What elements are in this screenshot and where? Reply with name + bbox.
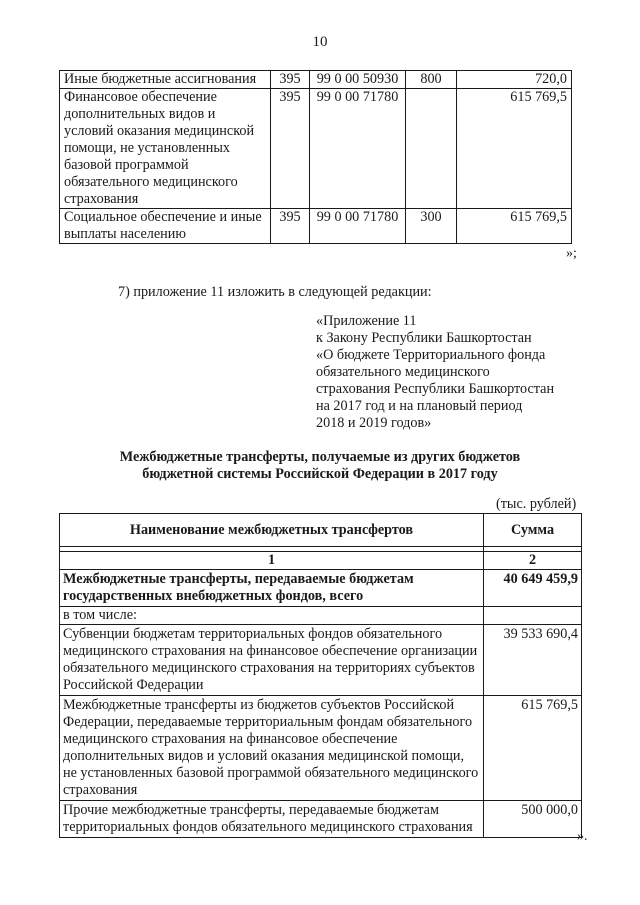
row-name-cell: Финансовое обеспечение дополнительных видов и условий оказания медицинской помощи, не установленных базовой программой обязательного медицинского страхования xyxy=(60,89,271,209)
column-number-cell: 1 xyxy=(60,552,484,570)
header-sum-cell: Сумма xyxy=(484,514,582,547)
row-sum-cell: 615 769,5 xyxy=(457,89,572,209)
column-number-row xyxy=(60,552,582,570)
annex-line: 2018 и 2019 годов» xyxy=(316,415,432,431)
including-row xyxy=(60,607,582,625)
row-sum-cell: 500 000,0 xyxy=(484,801,582,838)
table-row xyxy=(60,625,582,696)
row-sum-cell: 615 769,5 xyxy=(457,209,572,244)
annex-line: на 2017 год и на плановый период xyxy=(316,398,523,414)
row-name-cell: Иные бюджетные ассигнования xyxy=(60,71,271,89)
units-note: (тыс. рублей) xyxy=(496,496,577,512)
row-vr-cell: 300 xyxy=(406,209,457,244)
table-header-row xyxy=(60,514,582,547)
including-label-cell: в том числе: xyxy=(60,607,484,625)
row-sum-cell: 615 769,5 xyxy=(484,696,582,801)
total-row xyxy=(60,570,582,607)
table-row xyxy=(60,89,572,209)
row-csr-cell: 99 0 00 71780 xyxy=(310,209,406,244)
row-csr-cell: 99 0 00 50930 xyxy=(310,71,406,89)
row-ved-cell: 395 xyxy=(271,71,310,89)
heading-line: Межбюджетные трансферты, получаемые из других бюджетов xyxy=(119,449,521,465)
page-number: 10 xyxy=(312,34,328,50)
row-sum-cell: 39 533 690,4 xyxy=(484,625,582,696)
row-csr-cell: 99 0 00 71780 xyxy=(310,89,406,209)
total-name-cell: Межбюджетные трансферты, передаваемые бюджетам государственных внебюджетных фондов, всего xyxy=(60,570,484,607)
table-row xyxy=(60,801,582,838)
row-vr-cell xyxy=(406,89,457,209)
table-row xyxy=(60,71,572,89)
section-heading xyxy=(0,449,640,483)
amendment-instruction: 7) приложение 11 изложить в следующей редакции: xyxy=(118,284,432,300)
table-row xyxy=(60,209,572,244)
annex-line: к Закону Республики Башкортостан xyxy=(316,330,532,346)
row-vr-cell: 800 xyxy=(406,71,457,89)
row-name-cell: Субвенции бюджетам территориальных фондов обязательного медицинского страхования на финансовое обеспечение организации обязательного медицинского страхования на территориях субъектов Российской Федерации xyxy=(60,625,484,696)
annex-line: обязательного медицинского xyxy=(316,364,490,380)
header-name-cell: Наименование межбюджетных трансфертов xyxy=(60,514,484,547)
annex-reference-block xyxy=(316,313,606,432)
table-row xyxy=(60,696,582,801)
row-name-cell: Социальное обеспечение и иные выплаты населению xyxy=(60,209,271,244)
row-ved-cell: 395 xyxy=(271,209,310,244)
row-ved-cell: 395 xyxy=(271,89,310,209)
row-name-cell: Межбюджетные трансферты из бюджетов субъектов Российской Федерации, передаваемые территориальным фондам обязательного медицинского страхования на финансовое обеспечение дополнительных видов и условий оказания медицинской помощи, не установленных базовой программой обязательного медицинского страхования xyxy=(60,696,484,801)
including-sum-cell xyxy=(484,607,582,625)
annex-line: «О бюджете Территориального фонда xyxy=(316,347,546,363)
row-name-cell: Прочие межбюджетные трансферты, передаваемые бюджетам территориальных фондов обязательного медицинского страхования xyxy=(60,801,484,838)
heading-line: бюджетной системы Российской Федерации в 2017 году xyxy=(142,466,498,482)
annex-line: «Приложение 11 xyxy=(316,313,417,329)
column-number-cell: 2 xyxy=(484,552,582,570)
budget-allocation-table xyxy=(59,70,572,244)
closing-quote-mark: »; xyxy=(566,246,577,261)
closing-quote-mark: ». xyxy=(577,829,588,844)
annex-line: страхования Республики Башкортостан xyxy=(316,381,555,397)
row-sum-cell: 720,0 xyxy=(457,71,572,89)
total-sum-cell: 40 649 459,9 xyxy=(484,570,582,607)
transfers-table xyxy=(59,513,582,838)
